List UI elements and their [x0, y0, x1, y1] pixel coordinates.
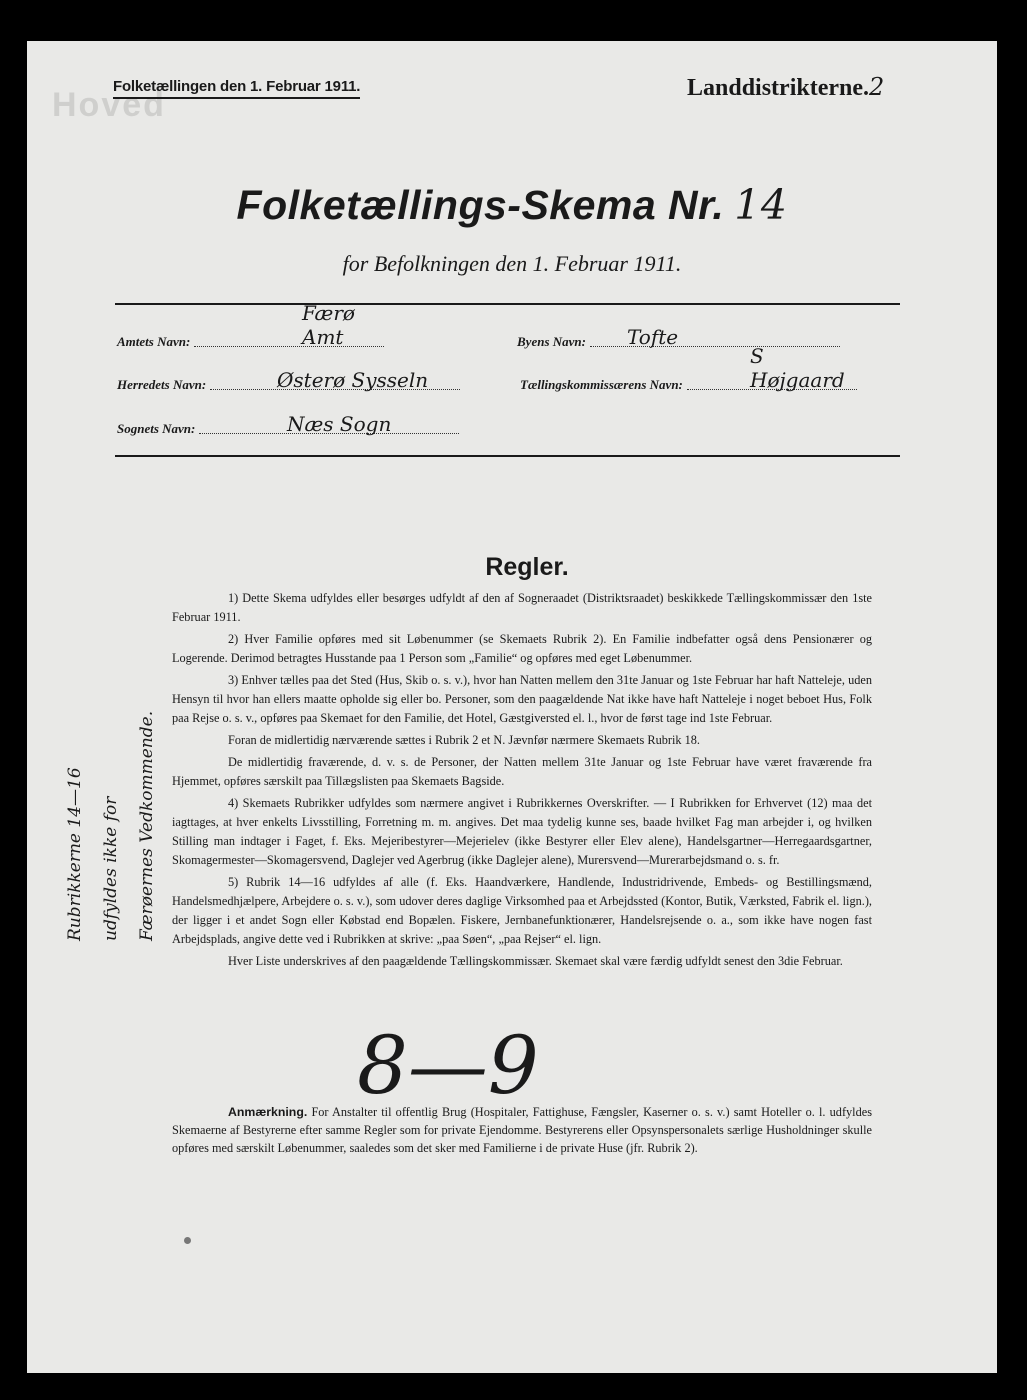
form-title-text: Folketællings-Skema Nr.	[236, 182, 725, 228]
rules-body	[172, 589, 872, 974]
district-number-handwritten: 2	[869, 73, 885, 101]
field-kommissaer-label: Tællingskommissærens Navn:	[520, 377, 683, 392]
field-amt	[117, 301, 384, 350]
field-amt-value: Færø Amt	[302, 301, 355, 349]
rule-3: 3) Enhver tælles paa det Sted (Hus, Skib o. s. v.), hvor han Natten mellem den 31te Januar og 1ste Februar har haft Natteleje, uden Hensyn til hvor han ellers maatte opholde sig eller bo. Personer, som den paagældende Nat ikke have haft Natteleje i noget beboet Hus, Folk paa Rejse o. s. v., opføres paa Skemaet for den Familie, det Hotel, Gæstgiversted el. l., hvor de først tage ind 1ste Februar.	[172, 673, 872, 725]
field-kommissaer-value: S Højgaard	[750, 344, 845, 392]
handwritten-range: 8—9	[357, 1019, 539, 1112]
sidenote-line-3: Færøernes Vedkommende.	[137, 710, 157, 941]
field-herred	[117, 368, 460, 393]
rule-1: 1) Dette Skema udfyldes eller besørges udfyldt af den af Sogneraadet (Distriktsraadet) beskikkede Tællingskommissær den 1ste Februar 1911.	[172, 591, 872, 624]
form-number-handwritten: 14	[734, 181, 788, 229]
ghost-bleed-text: Hoved	[52, 86, 166, 124]
form-subtitle: for Befolkningen den 1. Februar 1911.	[342, 251, 682, 276]
district-label: Landdistrikterne.	[687, 75, 870, 101]
rule-2: 2) Hver Familie opføres med sit Løbenummer (se Skemaets Rubrik 2). En Familie indbefatter også dens Pensionærer og Logerende. Derimod betragtes Husstande paa 1 Person som „Familie“ og opføres med eget Løbenummer.	[172, 632, 872, 665]
divider-bottom	[115, 455, 900, 457]
sidenote-line-2: udfyldes ikke for	[101, 796, 121, 941]
rule-4: 4) Skemaets Rubrikker udfyldes som nærmere angivet i Rubrikkernes Overskrifter. — I Rubrikken for Erhvervet (12) maa det iagttages, at hver enkelts Livsstilling, Forretning m. m. angives. Det maa tydelig kunne ses, baade hvilket Fag man arbejder i, og hvilken Stilling man indtager i Faget, f. Eks. Mejeribestyrer—Mejerielev (ikke Bestyrer eller Elev alene), Handelsgartner—Herregaardsgartner, Skomagermester—Skomagersvend, Daglejer ved Agerbrug (ikke Daglejer alene), Murersvend—Murerarbejdsmand o. s. fr.	[172, 796, 872, 867]
rule-5-liste: Hver Liste underskrives af den paagældende Tællingskommissær. Skemaet skal være færdig udfyldt senest den 3die Februar.	[228, 954, 843, 968]
field-herred-label: Herredets Navn:	[117, 377, 207, 392]
field-herred-value: Østerø Sysseln	[277, 368, 429, 392]
field-amt-label: Amtets Navn:	[117, 334, 191, 349]
field-sogn	[117, 412, 459, 437]
rule-5: 5) Rubrik 14—16 udfyldes af alle (f. Eks. Haandværkere, Handlende, Industridrivende, Embeds- og Bestillingsmænd, Handelsmedhjælpere, Arbejdere o. s. v.), som udover deres daglige Virksomhed paa et Arbejdssted (Kontor, Butik, Værksted, Fabrik el. lign.), der ligger i et andet Sogn eller Købstad end Bopælen. Fiskere, Jernbanefunktionærer, Handelsrejsende o. a., som ikke have nogen fast Arbejdsplads, angive dette ved i Rubrikken at skrive: „paa Søen“, „paa Rejser“ el. lign.	[172, 875, 872, 946]
note-text: For Anstalter til offentlig Brug (Hospitaler, Fattighuse, Fængsler, Kaserner o. s. v.) samt Hoteller o. l. udfyldes Skemaerne af Bestyrerne efter samme Regler som for private Ejendomme. Bestyrerens eller Opsynspersonalets særlige Husholdninger skulle opføres med særskilt Løbenummer, saaledes som det sker med Familierne i de private Huse (jfr. Rubrik 2).	[172, 1105, 872, 1155]
sidenote-handwritten	[57, 701, 167, 941]
rule-3-foran: Foran de midlertidig nærværende sættes i Rubrik 2 et N. Jævnfør nærmere Skemaets Rubrik 18.	[228, 733, 701, 747]
form-title	[27, 181, 997, 229]
census-form-page	[27, 41, 997, 1373]
header-district	[687, 73, 884, 102]
field-by-value: Tofte	[627, 325, 679, 349]
field-sogn-value: Næs Sogn	[287, 412, 392, 436]
sidenote-line-1: Rubrikkerne 14—16	[65, 767, 85, 941]
punch-dot	[184, 1237, 191, 1244]
rules-heading: Regler.	[485, 553, 569, 581]
field-sogn-label: Sognets Navn:	[117, 421, 196, 436]
note-label: Anmærkning.	[228, 1105, 308, 1119]
header-census-date: Folketællingen den 1. Februar 1911.	[113, 78, 360, 99]
rule-3-midlertidig: De midlertidig fraværende, d. v. s. de Personer, der Natten mellem 31te Januar og 1ste Februar have været fraværende fra Hjemmet, opføres særskilt paa Tillægslisten paa Skemaets Bagside.	[172, 755, 872, 788]
field-kommissaer	[520, 344, 857, 393]
divider-top	[115, 303, 900, 305]
field-by-label: Byens Navn:	[517, 334, 586, 349]
